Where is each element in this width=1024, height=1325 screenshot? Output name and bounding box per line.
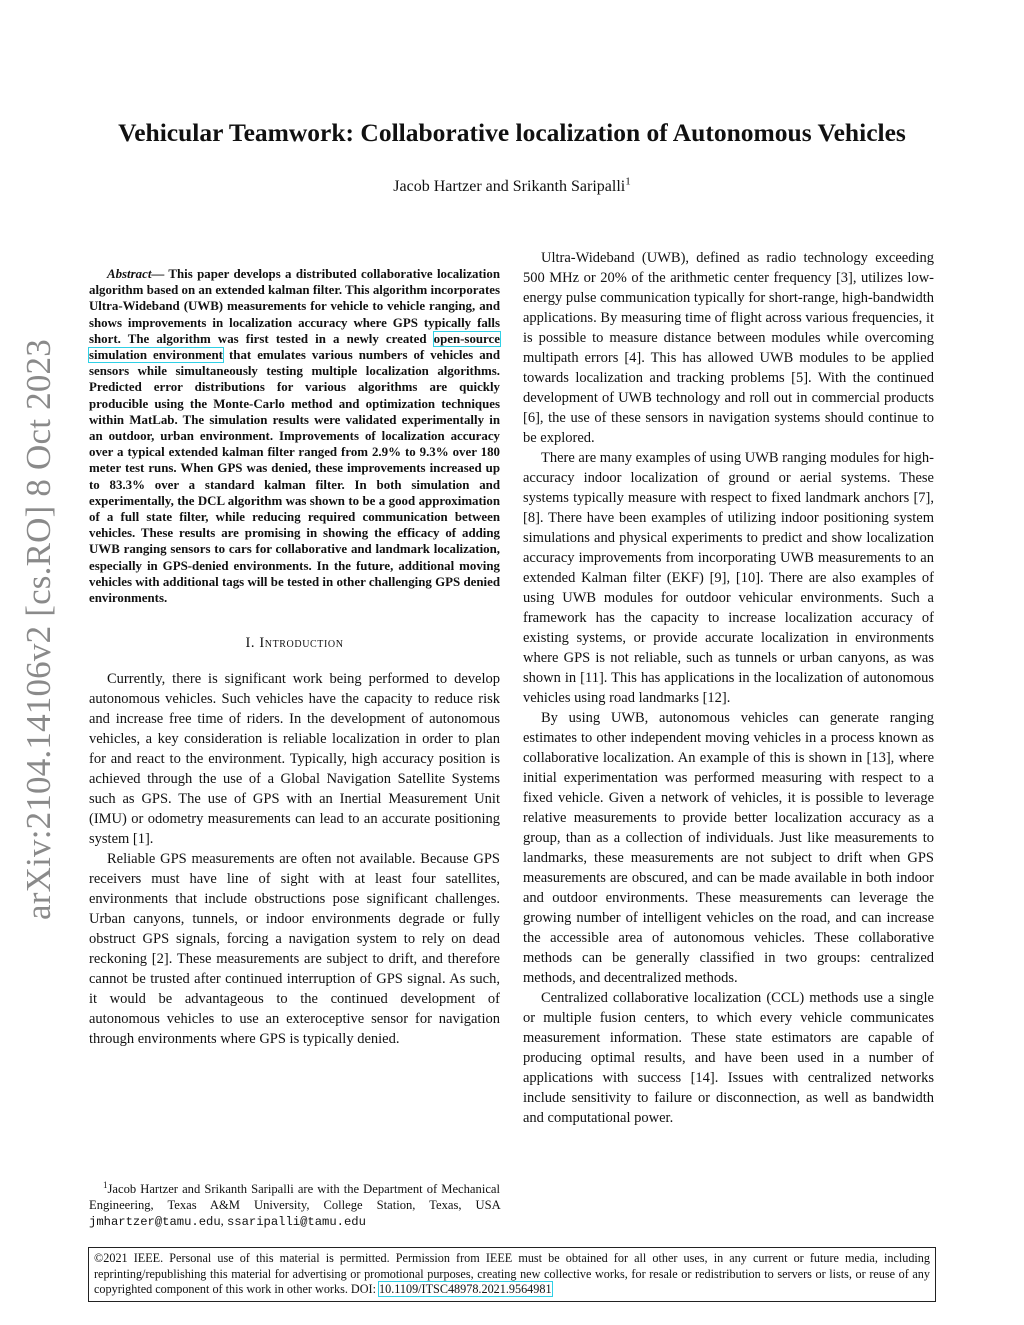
abstract — [89, 266, 500, 606]
email-link-saripalli[interactable]: ssaripalli@tamu.edu — [226, 1215, 366, 1229]
doi-link[interactable]: 10.1109/ITSC48978.2021.9564981 — [379, 1282, 552, 1296]
left-column — [89, 266, 500, 1049]
author-names: Jacob Hartzer and Srikanth Saripalli — [393, 178, 626, 195]
author-footnote — [89, 1181, 500, 1230]
abstract-dash: — — [151, 267, 169, 281]
section-heading-introduction: I. Introduction — [245, 635, 344, 652]
right-column — [523, 248, 934, 1128]
intro-paragraph-1: Currently, there is significant work being performed to develop autonomous vehicles. Such vehicles have the capacity to reduce risk and increase free time of riders. In the development of autonomous vehicles, a key consideration is reliable localization in order to plan for and react to the environment. Typically, high accuracy position is achieved through the use of a Global Navigation Satellite Systems such as GPS. The use of GPS with an Inertial Measurement Unit (IMU) or odometry measurements can lead to an accurate positioning system [1]. — [89, 671, 500, 848]
email-link-hartzer[interactable]: jmhartzer@tamu.edu — [89, 1215, 221, 1229]
indoor-localization-paragraph: There are many examples of using UWB ranging modules for high-accuracy indoor localization of ground or aerial systems. These systems typically measure with respect to fixed landmark anchors [7], [8]. There have been examples of utilizing indoor positioning system simulations and physical experiments to predict and show localization accuracy improvements from incorporating UWB measurements to an extended Kalman filter (EKF) [9], [10]. There are also examples of using UWB modules for outdoor vehicular environments. Such a framework has the capacity to increase localization accuracy of existing systems, or provide accurate localization in environments where GPS is not reliable, such as tunnels or urban canyons, as was shown in [11]. This has applications in the localization of autonomous vehicles using road landmarks [12]. — [523, 450, 935, 706]
copyright-text: ©2021 IEEE. Personal use of this material is permitted. Permission from IEEE must be obtained for all other uses, in any current or future media, including reprinting/republishing this material for advertising or promotional purposes, creating new collective works, for resale or redistribution to servers or lists, or reuse of any copyrighted component of this work in other works. DOI: — [94, 1251, 930, 1296]
email-separator: , — [220, 1214, 227, 1228]
footnote-marker: 1 — [103, 1179, 108, 1190]
paper-title: Vehicular Teamwork: Collaborative localization of Autonomous Vehicles — [118, 118, 906, 147]
intro-paragraph-2: Reliable GPS measurements are often not available. Because GPS receivers must have line of sight with at least four satellites, environments that include obstructions pose significant challenges. Urban canyons, tunnels, or indoor environments degrade or fully obstruct GPS signals, forcing a navigation system to rely on dead reckoning [2]. These measurements are subject to drift, and therefore cannot be trusted after continued interruption of GPS signal. As such, it would be advantageous to the continued development of autonomous vehicles to use an exteroceptive sensor for navigation through environments where GPS is typically denied. — [89, 851, 500, 1048]
centralized-methods-paragraph: Centralized collaborative localization (CCL) methods use a single or multiple fusion centers, to which every vehicle communicates measurement information. These state estimators are capable of producing optimal results, and have been used in a number of applications with success [14]. Issues with centralized networks include sensitivity to failure or disconnection, as well as bandwidth and computational power. — [523, 990, 934, 1126]
author-line — [60, 176, 964, 198]
author-footnote-marker: 1 — [625, 175, 631, 188]
footnote-text: Jacob Hartzer and Srikanth Saripalli are with the Department of Mechanical Engineering, Texas A&M University, College Station, Texas, USA — [89, 1182, 500, 1212]
copyright-notice — [88, 1247, 936, 1302]
abstract-text-start: This paper develops a distributed collaborative localization algorithm based on an extended kalman filter. This algorithm incorporates Ultra-Wideband (UWB) measurements for vehicle to vehicle ranging, and shows improvements in localization accuracy where GPS typically falls short. The algorithm was first tested in a newly created — [89, 267, 500, 346]
arxiv-identifier-stamp: arXiv:2104.14106v2 [cs.RO] 8 Oct 2023 — [19, 339, 58, 920]
simulation-environment-link[interactable]: open-source simulation environment — [89, 331, 500, 363]
collaborative-localization-paragraph: By using UWB, autonomous vehicles can generate ranging estimates to other independent moving vehicles in a process known as collaborative localization. An example of this is shown in [13], where initial experimentation was performed measuring with respect to a fixed vehicle. Given a network of vehicles, it is possible to leverage relative measurements to provide better localization accuracy as a group, than as a collection of individuals. Just like measurements to landmarks, these measurements are not subject to drift when GPS measurements are obscured, and can be made available in both indoor and outdoor environments. These measurements can leverage the growing number of intelligent vehicles on the road, and can increase the accessible area of autonomous vehicles. These collaborative methods can be generally classified in two groups: centralized methods, and decentralized methods. — [523, 710, 934, 986]
abstract-text-end: that emulates various numbers of vehicles and sensors while simultaneously testing multiple localization algorithms. Predicted error distributions for various algorithms are quickly producible using the Monte-Carlo method and optimization techniques within MatLab. The simulation results were validated experimentally in an outdoor, urban environment. Improvements of localization accuracy over a typical extended kalman filter ranged from 2.9% to 9.3% over 180 meter test runs. When GPS was denied, these improvements increased up to 83.3% over a standard kalman filter. In both simulation and experimentally, the DCL algorithm was shown to be a good approximation of a full state filter, while reducing required communication between vehicles. These results are promising in showing the efficacy of adding UWB ranging sensors to cars for collaborative and landmark localization, especially in GPS-denied environments. In the future, additional moving vehicles with additional tags will be tested in other challenging GPS denied environments. — [89, 348, 500, 606]
uwb-paragraph: Ultra-Wideband (UWB), defined as radio technology exceeding 500 MHz or 20% of the arithmetic center frequency [3], utilizes low-energy pulse communication typically for short-range, high-bandwidth applications. By measuring time of flight across various frequencies, it is possible to measure distance between modules while overcoming multipath errors [4]. This has allowed UWB modules to be applied towards localization and tracking problems [5]. With the continued development of UWB technology and roll out in commercial products [6], the use of these sensors in navigation systems should continue to be explored. — [523, 250, 934, 446]
abstract-label: Abstract — [107, 267, 152, 281]
